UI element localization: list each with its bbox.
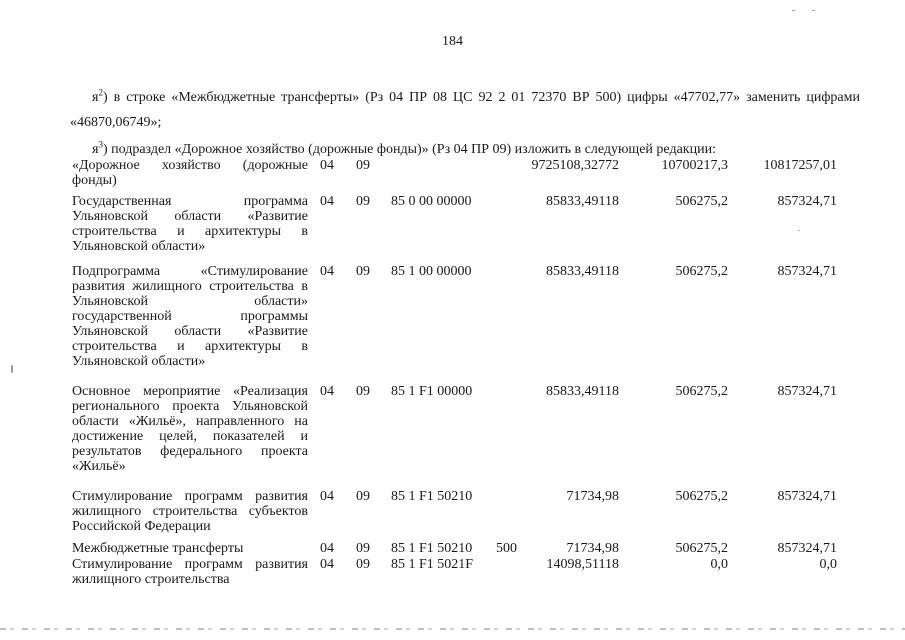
row-name: Межбюджетные трансферты (72, 541, 244, 556)
row-value-2: 506275,2 (675, 541, 728, 556)
paragraph-text: ) в строке «Межбюджетные трансферты» (Рз 04 ПР 08 ЦС 92 2 01 72370 ВР 500) цифры «47702,77» заменить цифрами «46870,06749»; (70, 90, 860, 130)
row-rz: 04 (320, 158, 334, 173)
row-pr: 09 (356, 541, 370, 556)
row-value-1: 9725108,32772 (531, 158, 619, 173)
row-pr: 09 (356, 489, 370, 504)
row-name: Государственная программа Ульяновской области «Развитие строительства и архитектуры в Ульяновской области» (72, 194, 308, 254)
row-value-1: 85833,49118 (546, 194, 619, 209)
row-value-3: 10817257,01 (763, 158, 837, 173)
row-rz: 04 (320, 194, 334, 209)
row-cs: 85 1 F1 50210 (391, 541, 473, 556)
row-value-3: 857324,71 (777, 194, 837, 209)
row-pr: 09 (356, 557, 370, 572)
row-rz: 04 (320, 541, 334, 556)
row-rz: 04 (320, 264, 334, 279)
row-value-1: 14098,51118 (546, 557, 619, 572)
row-value-2: 506275,2 (675, 194, 728, 209)
row-value-3: 0,0 (819, 557, 837, 572)
scan-speck (798, 230, 800, 231)
scan-speck (792, 10, 795, 11)
scan-artifact-line (0, 628, 905, 630)
scan-speck (11, 365, 13, 373)
row-name: Подпрограмма «Стимулирование развития жилищного строительства в Ульяновской области» государственной программы Ульяновской области «Развитие строительства и архитектуры в Ульяновской области» (72, 264, 308, 369)
row-value-2: 506275,2 (675, 264, 728, 279)
row-pr: 09 (356, 158, 370, 173)
row-vr: 500 (496, 541, 517, 556)
row-value-2: 506275,2 (675, 489, 728, 504)
row-value-3: 857324,71 (777, 489, 837, 504)
row-pr: 09 (356, 264, 370, 279)
paragraph-marker: я (92, 90, 99, 105)
row-value-1: 85833,49118 (546, 384, 619, 399)
row-pr: 09 (356, 384, 370, 399)
row-value-3: 857324,71 (777, 541, 837, 556)
row-cs: 85 1 F1 50210 (391, 489, 473, 504)
row-value-2: 10700217,3 (661, 158, 728, 173)
paragraph-marker-superscript: 3 (98, 139, 103, 150)
row-value-3: 857324,71 (777, 384, 837, 399)
paragraph-amendment-ya2 (70, 85, 860, 135)
scan-speck (812, 10, 815, 11)
row-cs: 85 1 F1 5021F (391, 557, 474, 572)
row-value-1: 71734,98 (566, 489, 619, 504)
paragraph-text: ) подраздел «Дорожное хозяйство (дорожные фонды)» (Рз 04 ПР 09) изложить в следующей редакции: (102, 142, 716, 157)
row-rz: 04 (320, 489, 334, 504)
row-name: Стимулирование программ развития жилищного строительства субъектов Российской Федерации (72, 489, 308, 534)
row-rz: 04 (320, 384, 334, 399)
row-name: «Дорожное хозяйство (дорожные фонды) (72, 158, 308, 188)
row-value-1: 85833,49118 (546, 264, 619, 279)
page-number: 184 (442, 34, 463, 49)
row-value-2: 0,0 (710, 557, 728, 572)
row-value-1: 71734,98 (566, 541, 619, 556)
row-cs: 85 1 F1 00000 (391, 384, 473, 399)
row-pr: 09 (356, 194, 370, 209)
row-name: Основное мероприятие «Реализация регионального проекта Ульяновской области «Жильё», направленного на достижение целей, показателей и результатов федерального проекта «Жильё» (72, 384, 308, 474)
row-value-2: 506275,2 (675, 384, 728, 399)
row-cs: 85 0 00 00000 (391, 194, 472, 209)
row-rz: 04 (320, 557, 334, 572)
paragraph-marker-superscript: 2 (98, 87, 103, 98)
row-name: Стимулирование программ развития жилищного строительства (72, 557, 308, 587)
row-value-3: 857324,71 (777, 264, 837, 279)
paragraph-marker: я (92, 142, 99, 157)
row-cs: 85 1 00 00000 (391, 264, 472, 279)
